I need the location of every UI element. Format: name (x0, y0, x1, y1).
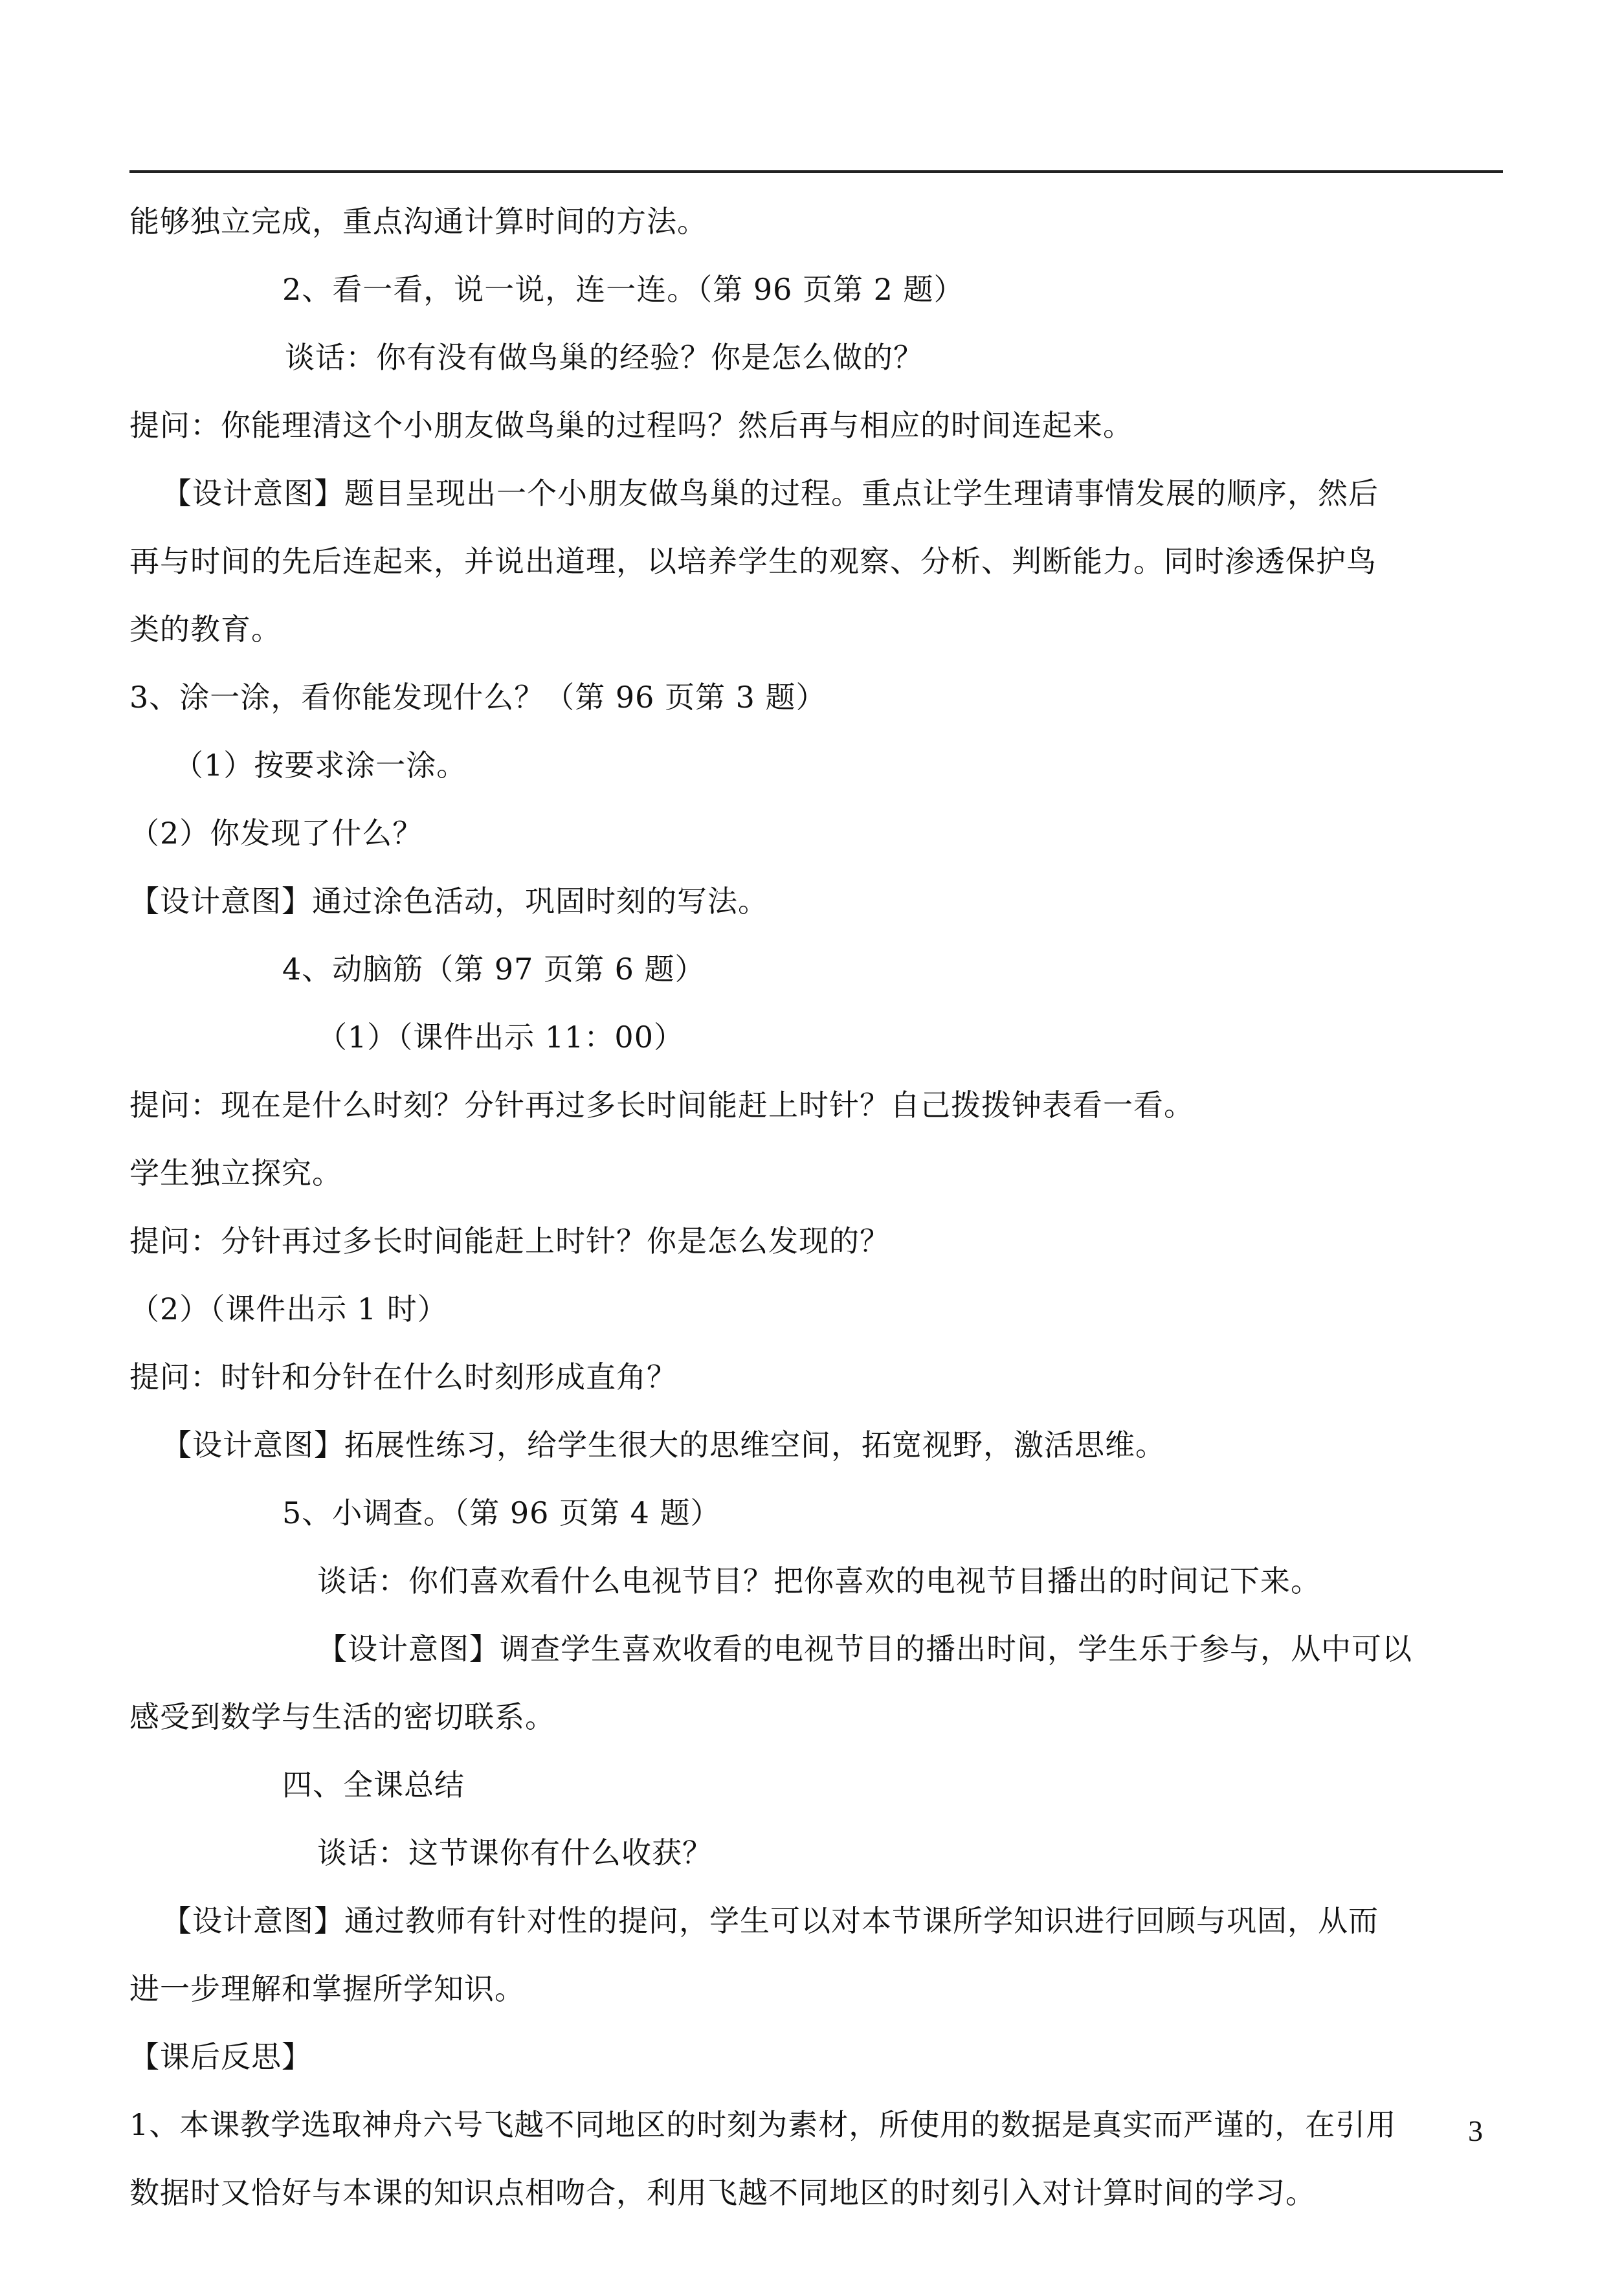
text-line: 感受到数学与生活的密切联系。 (129, 1699, 555, 1734)
text-line: 【设计意图】通过教师有针对性的提问，学生可以对本节课所学知识进行回顾与巩固，从而 (162, 1903, 1379, 1938)
page-number: 3 (1468, 2114, 1483, 2147)
text-line: 3、涂一涂，看你能发现什么？（第 96 页第 3 题） (129, 680, 827, 715)
text-line: （1）（课件出示 11：00） (317, 1020, 684, 1055)
text-line: 【设计意图】通过涂色活动，巩固时刻的写法。 (129, 884, 768, 919)
text-line: 再与时间的先后连起来，并说出道理，以培养学生的观察、分析、判断能力。同时渗透保护鸟 (129, 544, 1377, 579)
text-line: 【设计意图】题目呈现出一个小朋友做鸟巢的过程。重点让学生理请事情发展的顺序，然后 (162, 476, 1379, 511)
text-line: 提问：分针再过多长时间能赶上时针？你是怎么发现的？ (129, 1224, 890, 1258)
text-line: 四、全课总结 (282, 1767, 465, 1802)
text-line: 谈话：你们喜欢看什么电视节目？把你喜欢的电视节目播出的时间记下来。 (317, 1563, 1321, 1598)
text-line: 提问：时针和分针在什么时刻形成直角？ (129, 1359, 677, 1394)
text-line: 【设计意图】调查学生喜欢收看的电视节目的播出时间，学生乐于参与，从中可以 (317, 1631, 1412, 1666)
text-line: 5、小调查。（第 96 页第 4 题） (282, 1495, 721, 1530)
text-line: 【课后反思】 (129, 2039, 312, 2074)
text-line: 【设计意图】拓展性练习，给学生很大的思维空间，拓宽视野，激活思维。 (162, 1427, 1166, 1462)
text-line: 1、本课教学选取神舟六号飞越不同地区的时刻为素材，所使用的数据是真实而严谨的，在引用 (129, 2107, 1397, 2142)
text-line: 提问：现在是什么时刻？分针再过多长时间能赶上时针？自己拨拨钟表看一看。 (129, 1088, 1194, 1123)
page-body (129, 188, 1503, 2227)
text-line: 学生独立探究。 (129, 1156, 342, 1191)
text-line: 4、动脑筋（第 97 页第 6 题） (282, 952, 706, 987)
header-rule (129, 170, 1503, 173)
text-line: 类的教育。 (129, 612, 282, 647)
text-line: 2、看一看，说一说，连一连。（第 96 页第 2 题） (282, 272, 964, 307)
text-line: 谈话：这节课你有什么收获？ (317, 1835, 713, 1870)
text-line: （2）（课件出示 1 时） (129, 1292, 448, 1326)
text-line: 能够独立完成，重点沟通计算时间的方法。 (129, 204, 707, 239)
text-line: 进一步理解和掌握所学知识。 (129, 1971, 525, 2006)
text-line: 谈话：你有没有做鸟巢的经验？你是怎么做的？ (285, 340, 924, 375)
text-line: 数据时又恰好与本课的知识点相吻合，利用飞越不同地区的时刻引入对计算时间的学习。 (129, 2175, 1316, 2210)
text-line: （1）按要求涂一涂。 (173, 748, 467, 783)
text-line: （2）你发现了什么？ (129, 816, 423, 851)
text-line: 提问：你能理清这个小朋友做鸟巢的过程吗？然后再与相应的时间连起来。 (129, 408, 1133, 443)
